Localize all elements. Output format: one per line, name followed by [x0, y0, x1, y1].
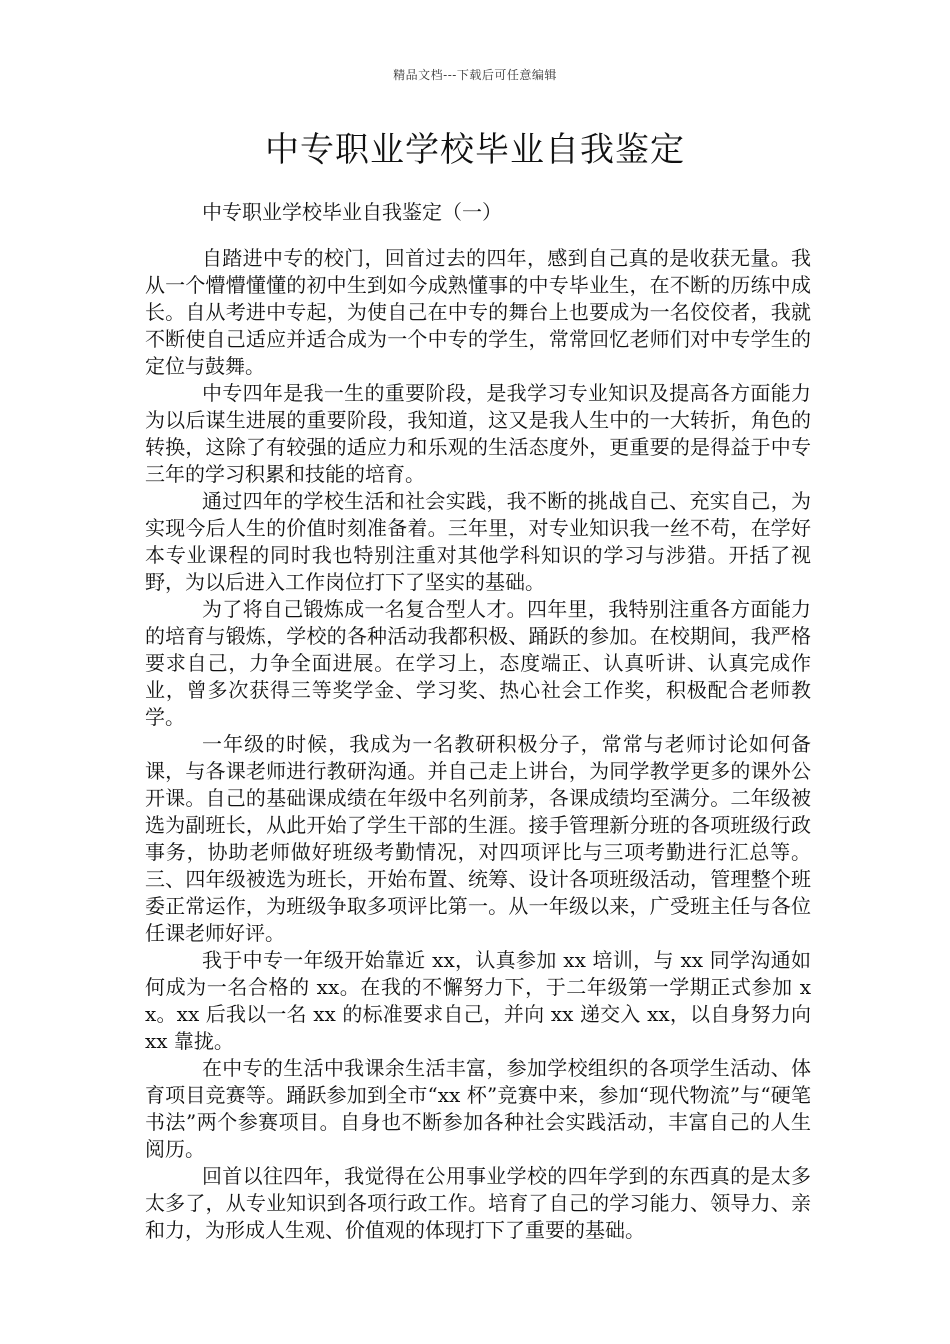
paragraph: 自踏进中专的校门，回首过去的四年，感到自己真的是收获无量。我从一个懵懵懂懂的初中生到如今成熟懂事的中专毕业生，在不断的历练中成长。自从考进中专起，为使自己在中专的舞台上也要成为一名佼佼者，我就不断使自己适应并适合成为一个中专的学生，常常回忆老师们对中专学生的定位与鼓舞。: [145, 246, 811, 378]
paragraph: 一年级的时候，我成为一名教研积极分子，常常与老师讨论如何备课，与各课老师进行教研沟通。并自己走上讲台，为同学教学更多的课外公开课。自己的基础课成绩在年级中名列前茅，各课成绩均至满分。二年级被选为副班长，从此开始了学生干部的生涯。接手管理新分班的各项班级行政事务，协助老师做好班级考勤情况，对四项评比与三项考勤进行汇总等。三、四年级被选为班长，开始布置、统筹、设计各项班级活动，管理整个班委正常运作，为班级争取多项评比第一。从一年级以来，广受班主任与各位任课老师好评。: [145, 732, 811, 945]
paragraph: 通过四年的学校生活和社会实践，我不断的挑战自己、充实自己，为实现今后人生的价值时刻准备着。三年里，对专业知识我一丝不苟，在学好本专业课程的同时我也特别注重对其他学科知识的学习与涉猎。开括了视野，为以后进入工作岗位打下了坚实的基础。: [145, 489, 811, 594]
paragraph: 回首以往四年，我觉得在公用事业学校的四年学到的东西真的是太多太多了，从专业知识到各项行政工作。培育了自己的学习能力、领导力、亲和力，为形成人生观、价值观的体现打下了重要的基础。: [145, 1164, 811, 1242]
paragraph: 中专四年是我一生的重要阶段，是我学习专业知识及提高各方面能力为以后谋生进展的重要阶段，我知道，这又是我人生中的一大转折，角色的转换，这除了有较强的适应力和乐观的生活态度外，更重要的是得益于中专三年的学习积累和技能的培育。: [145, 381, 811, 486]
section-subtitle: 中专职业学校毕业自我鉴定（一）: [202, 200, 502, 224]
paragraph: 我于中专一年级开始靠近 xx，认真参加 xx 培训，与 xx 同学沟通如何成为一名合格的 xx。在我的不懈努力下，于二年级第一学期正式参加 xx。xx 后我以一名 xx 的标准要求自己，并向 xx 递交入 xx，以自身努力向 xx 靠拢。: [145, 948, 811, 1053]
paragraph: 在中专的生活中我课余生活丰富，参加学校组织的各项学生活动、体育项目竞赛等。踊跃参加到全市“xx 杯”竞赛中来，参加“现代物流”与“硬笔书法”两个参赛项目。自身也不断参加各种社会实践活动，丰富自己的人生阅历。: [145, 1056, 811, 1161]
document-title: 中专职业学校毕业自我鉴定: [265, 130, 685, 170]
header-note: 精品文档---下载后可任意编辑: [393, 68, 557, 82]
paragraph: 为了将自己锻炼成一名复合型人才。四年里，我特别注重各方面能力的培育与锻炼，学校的各种活动我都积极、踊跃的参加。在校期间，我严格要求自己，力争全面进展。在学习上，态度端正、认真听讲、认真完成作业，曾多次获得三等奖学金、学习奖、热心社会工作奖，积极配合老师教学。: [145, 597, 811, 729]
document-body: [145, 245, 811, 1244]
